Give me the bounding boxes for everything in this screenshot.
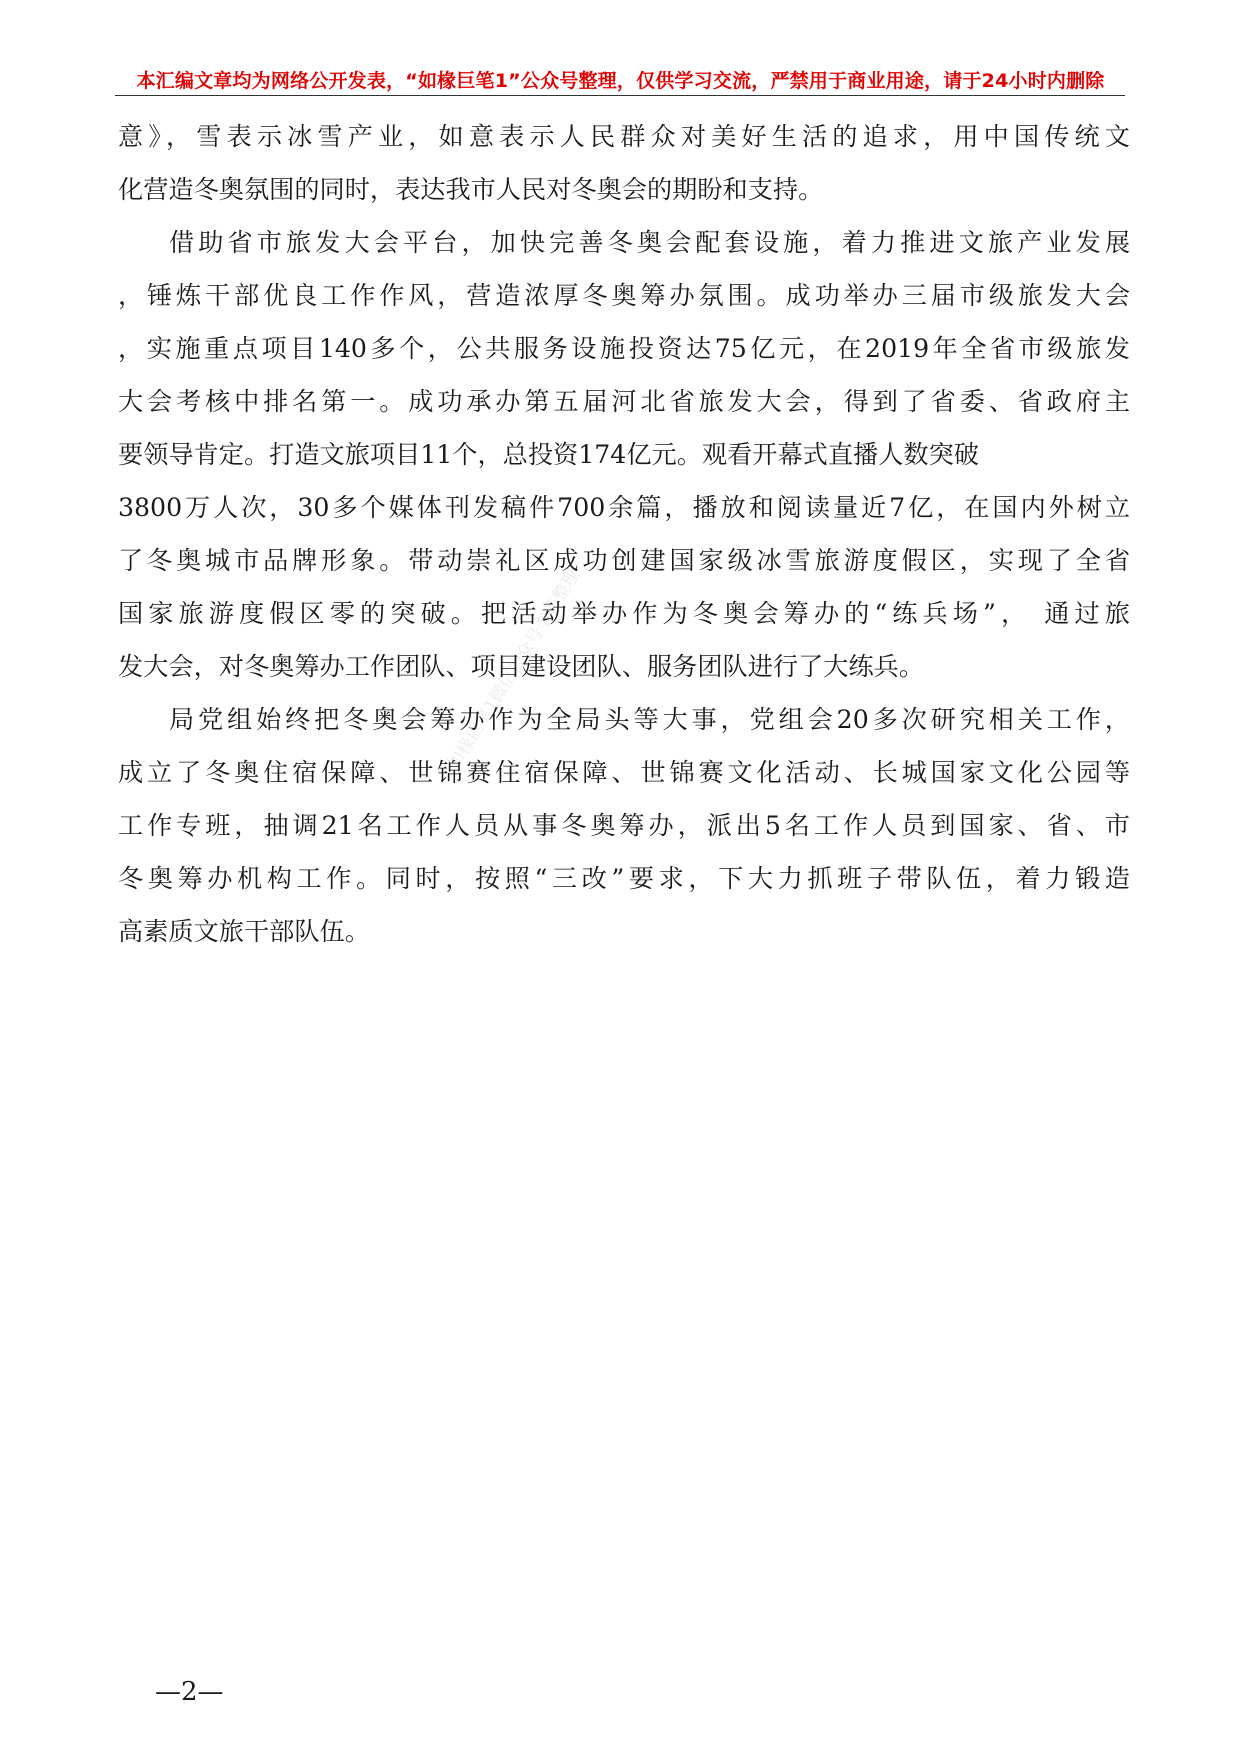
- paragraph-line: ，实施重点项目140多个，公共服务设施投资达75亿元，在2019年全省市级旅发: [118, 334, 1130, 363]
- paragraph-line: ，锤炼干部优良工作作风，营造浓厚冬奥筹办氛围。成功举办三届市级旅发大会: [118, 281, 1130, 310]
- paragraph-line: 大会考核中排名第一。成功承办第五届河北省旅发大会，得到了省委、省政府主: [118, 387, 1130, 416]
- header-notice: 本汇编文章均为网络公开发表，“如椽巨笔1”公众号整理，仅供学习交流，严禁用于商业用途，请于24小时内删除: [136, 70, 1105, 92]
- document-body: [118, 110, 1130, 958]
- paragraph-line: 冬奥筹办机构工作。同时，按照“三改”要求，下大力抓班子带队伍，着力锻造: [118, 864, 1130, 893]
- paragraph-line: 3800万人次，30多个媒体刊发稿件700余篇，播放和阅读量近7亿，在国内外树立: [118, 493, 1130, 522]
- paragraph-line: 借助省市旅发大会平台，加快完善冬奥会配套设施，着力推进文旅产业发展: [169, 228, 1130, 257]
- paragraph-line: 发大会，对冬奥筹办工作团队、项目建设团队、服务团队进行了大练兵。: [118, 652, 924, 681]
- paragraph-line: 成立了冬奥住宿保障、世锦赛住宿保障、世锦赛文化活动、长城国家文化公园等: [118, 758, 1130, 787]
- paragraph-line: 了冬奥城市品牌形象。带动崇礼区成功创建国家级冰雪旅游度假区，实现了全省: [118, 546, 1130, 575]
- watermark: 如椽巨笔1微信公众号李若整理: [444, 566, 585, 774]
- paragraph-line: 高素质文旅干部队伍。: [118, 917, 370, 946]
- page-number: —2—: [155, 1677, 224, 1707]
- paragraph-line: 意》，雪表示冰雪产业，如意表示人民群众对美好生活的追求，用中国传统文: [118, 122, 1130, 151]
- paragraph-line: 局党组始终把冬奥会筹办作为全局头等大事，党组会20多次研究相关工作，: [169, 705, 1130, 734]
- paragraph-line: 要领导肯定。打造文旅项目11个，总投资174亿元。观看开幕式直播人数突破: [118, 440, 979, 469]
- header-divider: [115, 95, 1125, 96]
- paragraph-line: 工作专班，抽调21名工作人员从事冬奥筹办，派出5名工作人员到国家、省、市: [118, 811, 1130, 840]
- paragraph-line: 国家旅游度假区零的突破。把活动举办作为冬奥会筹办的“练兵场”， 通过旅: [118, 599, 1130, 628]
- paragraph-line: 化营造冬奥氛围的同时，表达我市人民对冬奥会的期盼和支持。: [118, 175, 824, 204]
